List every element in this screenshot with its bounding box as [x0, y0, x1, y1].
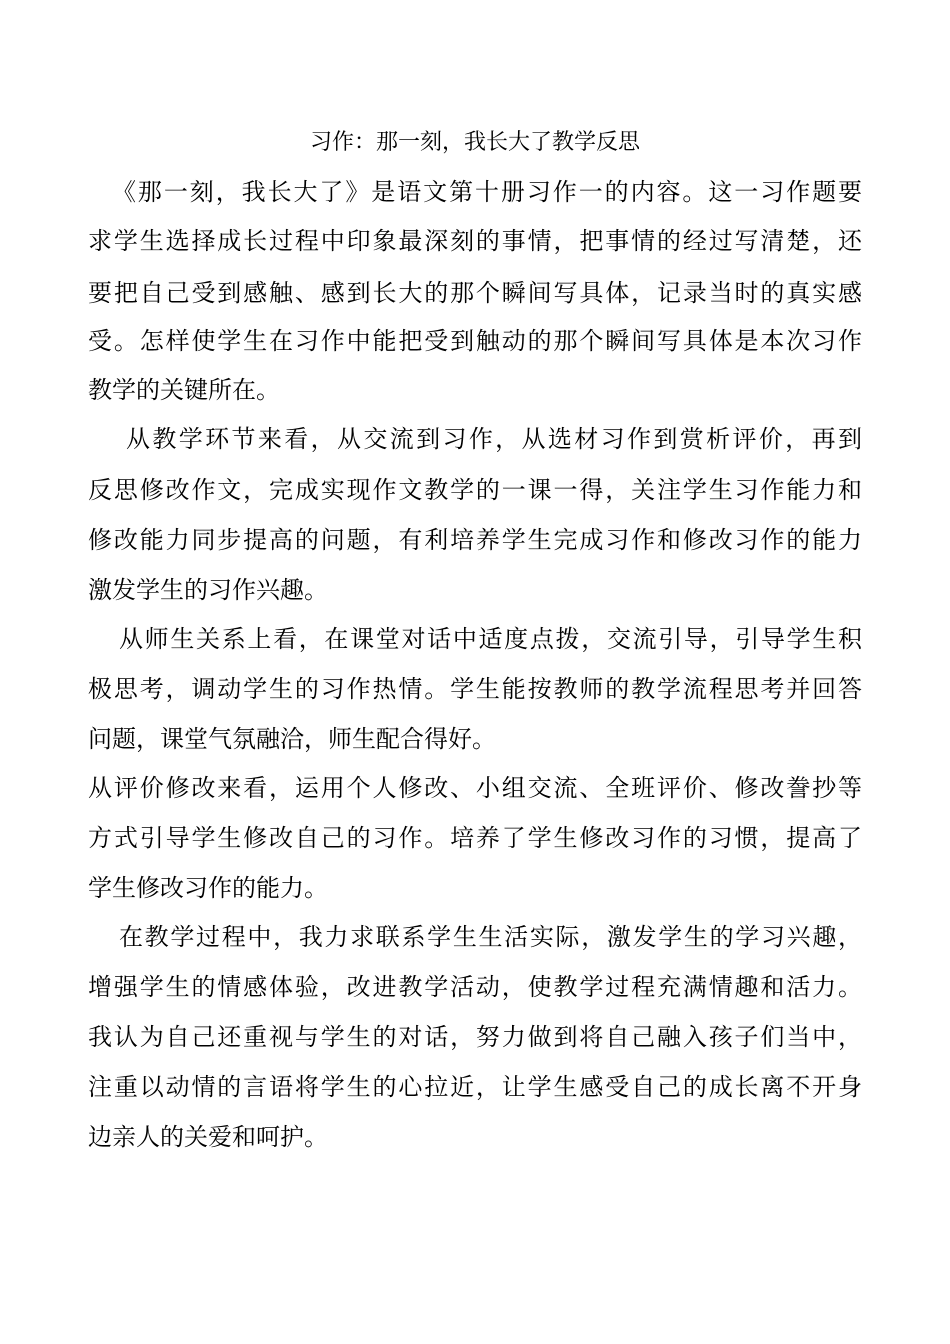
- paragraph-3-line: 问题，课堂气氛融洽，师生配合得好。: [88, 725, 496, 753]
- paragraph-5-line: 注重以动情的言语将学生的心拉近，让学生感受自己的成长离不开身: [88, 1073, 862, 1101]
- paragraph-3-line: 极思考，调动学生的习作热情。学生能按教师的教学流程思考并回答: [88, 675, 862, 703]
- document-title: 习作：那一刻，我长大了教学反思: [309, 130, 640, 155]
- paragraph-5-line: 我认为自己还重视与学生的对话，努力做到将自己融入孩子们当中，: [88, 1023, 862, 1051]
- paragraph-2-line: 从教学环节来看，从交流到习作，从选材习作到赏析评价，再到: [126, 425, 862, 453]
- paragraph-5-line: 在教学过程中，我力求联系学生生活实际，激发学生的学习兴趣，: [119, 923, 862, 951]
- paragraph-4-line: 学生修改习作的能力。: [88, 874, 328, 902]
- paragraph-4-line: 从评价修改来看，运用个人修改、小组交流、全班评价、修改誊抄等: [88, 774, 862, 802]
- paragraph-1-line: 求学生选择成长过程中印象最深刻的事情，把事情的经过写清楚，还: [88, 227, 862, 255]
- paragraph-2-line: 反思修改作文，完成实现作文教学的一课一得，关注学生习作能力和: [88, 476, 862, 504]
- paragraph-5-line: 边亲人的关爱和呵护。: [88, 1123, 328, 1151]
- paragraph-1-line: 《那一刻，我长大了》是语文第十册习作一的内容。这一习作题要: [112, 178, 862, 206]
- paragraph-3-line: 从师生关系上看，在课堂对话中适度点拨，交流引导，引导学生积: [119, 625, 862, 653]
- paragraph-1-line: 教学的关键所在。: [88, 376, 280, 404]
- paragraph-4-line: 方式引导学生修改自己的习作。培养了学生修改习作的习惯，提高了: [88, 824, 862, 852]
- paragraph-2-line: 修改能力同步提高的问题，有利培养学生完成习作和修改习作的能力: [88, 526, 862, 554]
- paragraph-2-line: 激发学生的习作兴趣。: [88, 576, 328, 604]
- paragraph-1-line: 要把自己受到感触、感到长大的那个瞬间写具体，记录当时的真实感: [88, 279, 862, 307]
- paragraph-5-line: 增强学生的情感体验，改进教学活动，使教学过程充满情趣和活力。: [88, 973, 862, 1001]
- paragraph-1-line: 受。怎样使学生在习作中能把受到触动的那个瞬间写具体是本次习作: [88, 327, 862, 355]
